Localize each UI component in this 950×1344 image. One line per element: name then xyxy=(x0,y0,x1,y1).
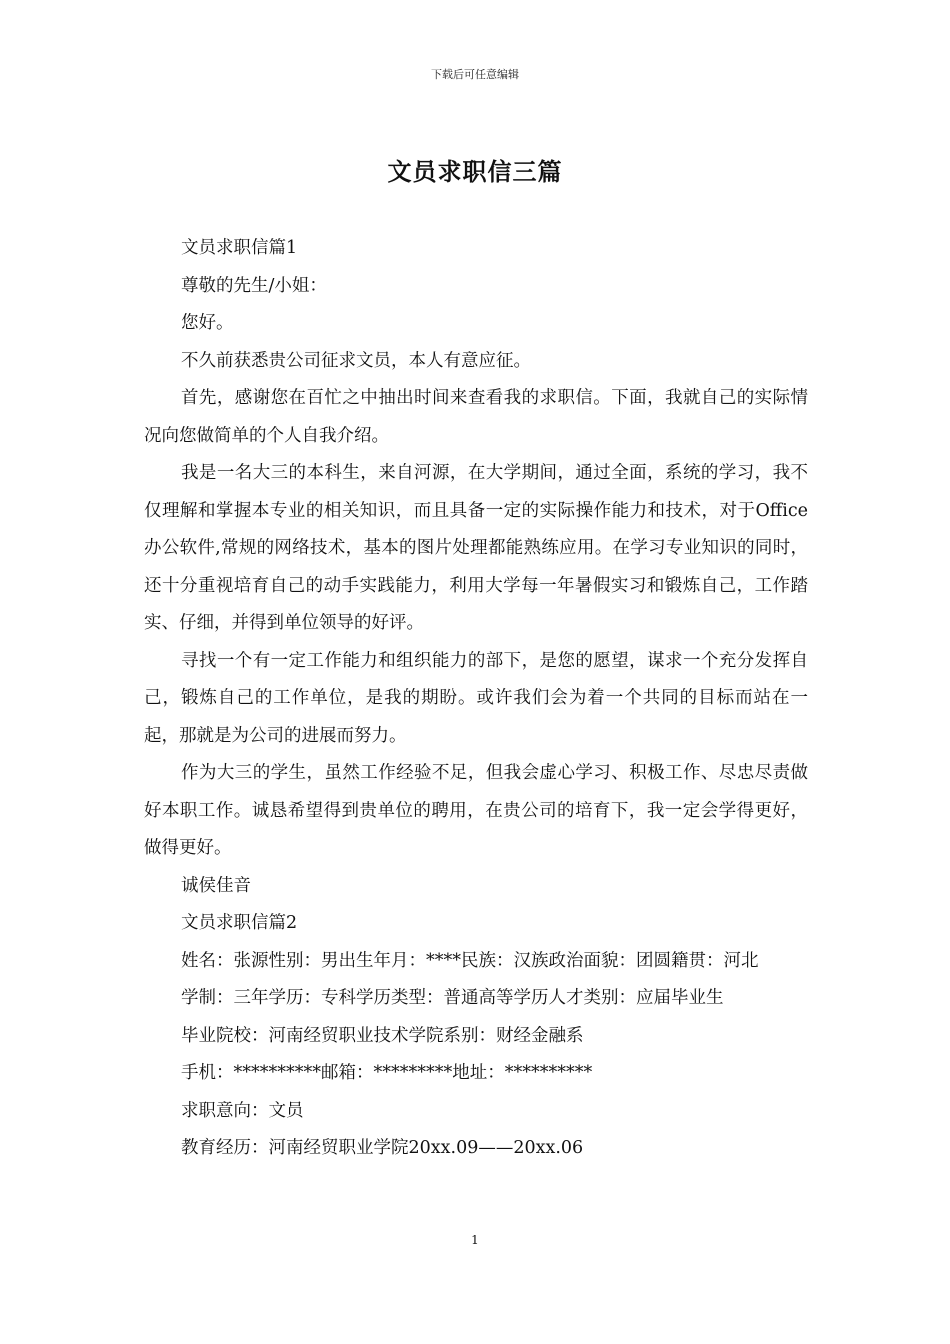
document-title: 文员求职信三篇 xyxy=(387,157,563,186)
paragraph: 作为大三的学生，虽然工作经验不足，但我会虚心学习、积极工作、尽忠尽责做好本职工作。诚恳希望得到贵单位的聘用，在贵公司的培育下，我一定会学得更好，做得更好。 xyxy=(144,763,808,858)
resume-line: 毕业院校：河南经贸职业技术学院系别：财经金融系 xyxy=(181,1025,584,1046)
resume-line: 姓名：张源性别：男出生年月：****民族：汉族政治面貌：团圆籍贯：河北 xyxy=(181,950,759,971)
page-number: 1 xyxy=(471,1233,479,1247)
closing: 诚侯佳音 xyxy=(181,875,251,896)
resume-line: 教育经历：河南经贸职业学院20xx.09——20xx.06 xyxy=(181,1138,584,1158)
paragraph: 寻找一个有一定工作能力和组织能力的部下，是您的愿望，谋求一个充分发挥自己，锻炼自己的工作单位，是我的期盼。或许我们会为着一个共同的目标而站在一起，那就是为公司的进展而努力。 xyxy=(144,650,808,746)
resume-line: 学制：三年学历：专科学历类型：普通高等学历人才类别：应届毕业生 xyxy=(181,988,724,1008)
greeting: 您好。 xyxy=(181,313,234,333)
section-heading-1: 文员求职信篇1 xyxy=(181,238,298,258)
document-body xyxy=(144,230,808,1168)
resume-line: 手机：**********邮箱：*********地址：********** xyxy=(181,1063,593,1083)
paragraph: 不久前获悉贵公司征求文员，本人有意应征。 xyxy=(181,350,531,371)
section-heading-2: 文员求职信篇2 xyxy=(181,913,298,933)
header-note: 下载后可任意编辑 xyxy=(431,68,519,81)
paragraph: 首先，感谢您在百忙之中抽出时间来查看我的求职信。下面，我就自己的实际情况向您做简单的个人自我介绍。 xyxy=(144,388,808,446)
resume-line: 求职意向：文员 xyxy=(181,1100,304,1121)
paragraph: 我是一名大三的本科生，来自河源，在大学期间，通过全面，系统的学习，我不仅理解和掌握本专业的相关知识，而且具备一定的实际操作能力和技术，对于Office办公软件,常规的网络技术，基本的图片处理都能熟练应用。在学习专业知识的同时，还十分重视培育自己的动手实践能力，利用大学每一年暑假实习和锻炼自己，工作踏实、仔细，并得到单位领导的好评。 xyxy=(144,463,808,633)
salutation: 尊敬的先生/小姐： xyxy=(181,275,327,296)
